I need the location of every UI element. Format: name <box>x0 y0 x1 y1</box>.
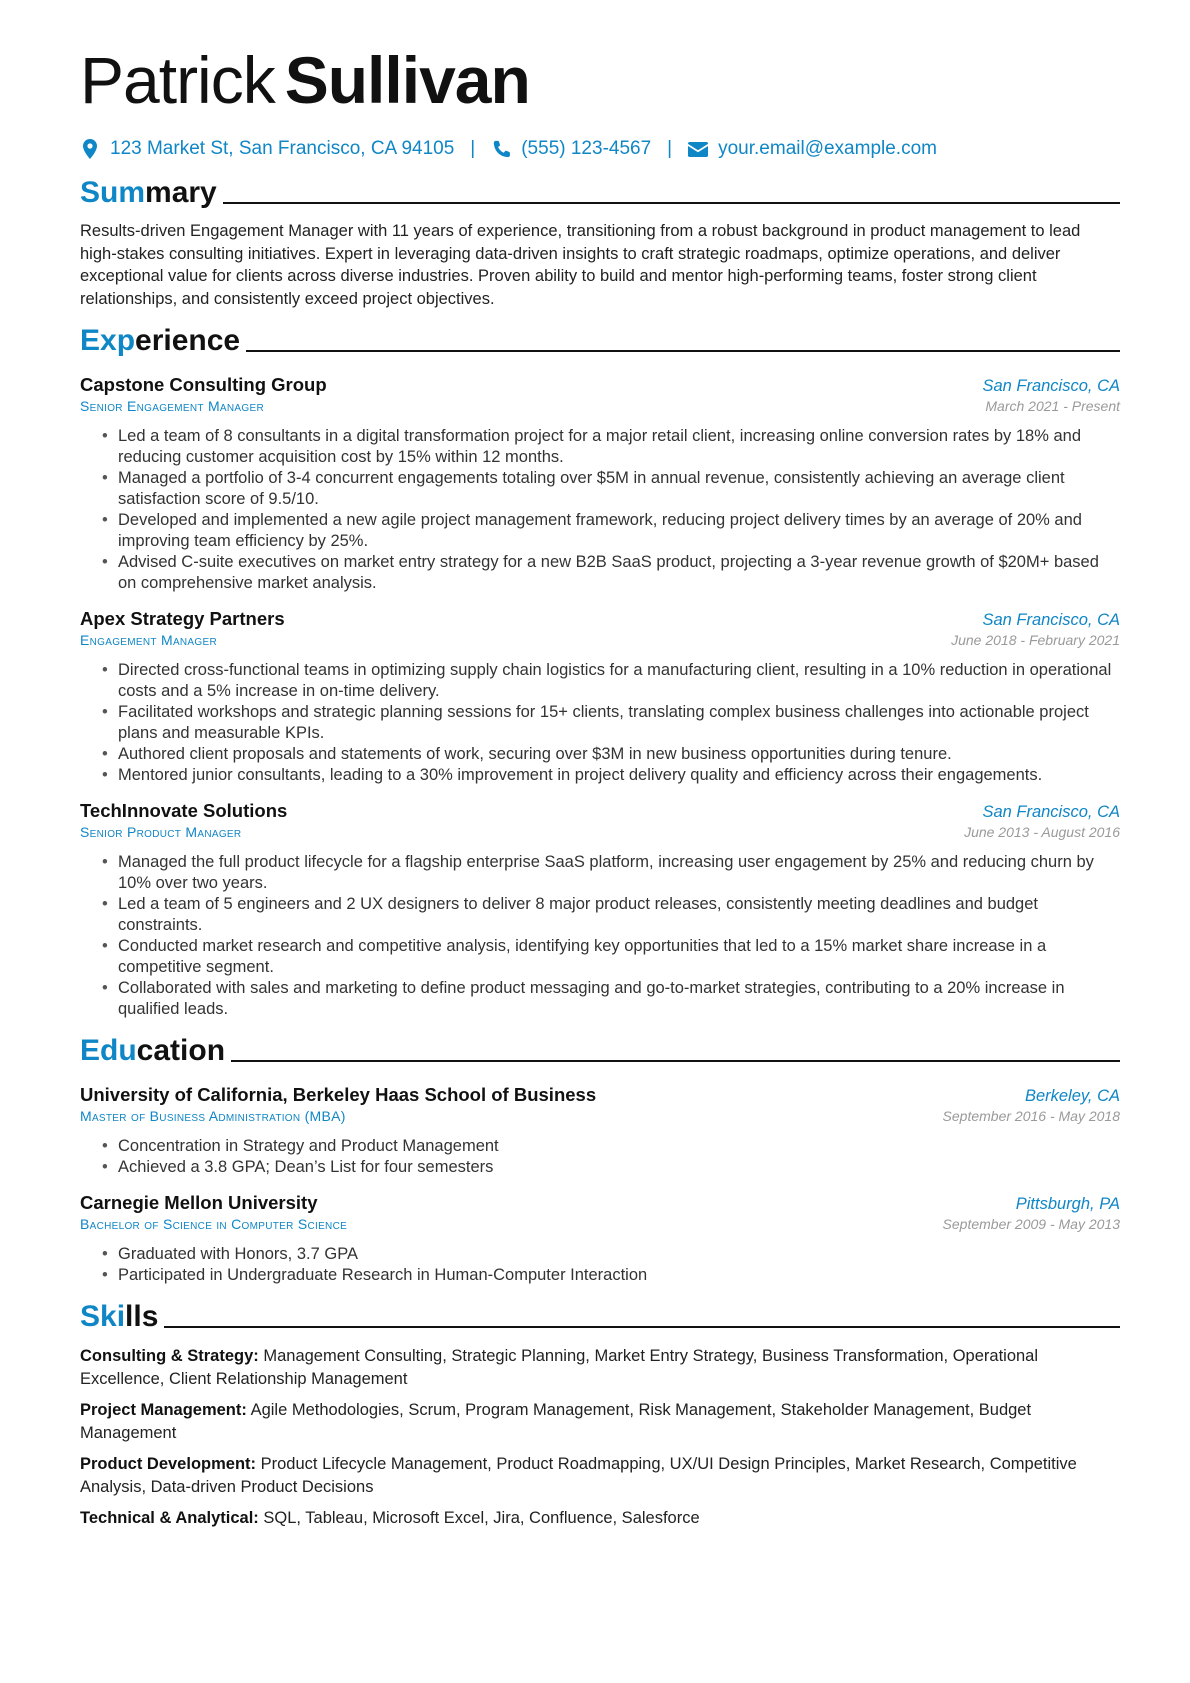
school-name: University of California, Berkeley Haas School of Business <box>80 1084 597 1105</box>
bullet-list <box>80 426 1120 594</box>
email-link[interactable]: your.email@example.com <box>718 138 937 159</box>
section-title-education <box>80 1032 1120 1070</box>
entry-location: San Francisco, CA <box>982 803 1120 821</box>
skill-label: Technical & Analytical: <box>80 1509 259 1527</box>
bullet-list <box>80 1136 1120 1178</box>
education-entry <box>80 1084 1120 1178</box>
list-item: • Collaborated with sales and marketing to define product messaging and go-to-market strategies, contributing to a 20% increase in qualified leads. <box>102 978 1120 1020</box>
company-name: TechInnovate Solutions <box>80 800 288 821</box>
company-name: Capstone Consulting Group <box>80 374 327 395</box>
skill-value: Product Lifecycle Management, Product Roadmapping, UX/UI Design Principles, Market Research, Competitive Analysis, Data-driven Product Decisions <box>80 1455 1077 1496</box>
list-item: • Mentored junior consultants, leading to a 30% improvement in project delivery quality and efficiency across their engagements. <box>102 765 1120 786</box>
entry-location: San Francisco, CA <box>982 611 1120 629</box>
degree-title: Master of Business Administration (MBA) <box>80 1108 346 1124</box>
list-item: • Graduated with Honors, 3.7 GPA <box>102 1244 1120 1265</box>
section-title-summary <box>80 174 1120 212</box>
summary-text: Results-driven Engagement Manager with 11 years of experience, transitioning from a robust background in product management to lead high-stakes consulting initiatives. Expert in leveraging data-driven insights to craft strategic roadmaps, optimize operations, and deliver exceptional value for clients across diverse industries. Proven ability to build and mentor high-performing teams, foster strong client relationships, and consistently exceed project objectives. <box>80 222 1081 308</box>
entry-dates: June 2018 - February 2021 <box>951 632 1120 648</box>
title-rest: lls <box>125 1300 159 1333</box>
list-item: • Advised C-suite executives on market entry strategy for a new B2B SaaS product, projecting a 3-year revenue growth of $20M+ based on comprehensive market analysis. <box>102 552 1120 594</box>
skill-row <box>80 1453 1120 1498</box>
contact-phone <box>491 138 651 160</box>
first-name: Patrick <box>80 43 275 117</box>
list-item: • Participated in Undergraduate Research in Human-Computer Interaction <box>102 1265 1120 1286</box>
list-item: • Achieved a 3.8 GPA; Dean’s List for four semesters <box>102 1157 1120 1178</box>
title-rest: erience <box>135 324 241 357</box>
degree-title: Bachelor of Science in Computer Science <box>80 1216 348 1232</box>
experience-entry <box>80 800 1120 1020</box>
skill-value: Agile Methodologies, Scrum, Program Management, Risk Management, Stakeholder Management, Budget Management <box>80 1401 1032 1442</box>
job-title: Senior Product Manager <box>80 824 242 840</box>
company-name: Apex Strategy Partners <box>80 608 285 629</box>
skill-row <box>80 1399 1120 1444</box>
contact-line <box>80 134 1120 164</box>
title-rest: mary <box>145 176 217 209</box>
last-name: Sullivan <box>284 43 530 117</box>
section-rule <box>164 1326 1120 1328</box>
list-item: • Led a team of 8 consultants in a digital transformation project for a major retail client, increasing online conversion rates by 18% and reducing customer acquisition cost by 15% within 12 months. <box>102 426 1120 468</box>
phone-text: (555) 123-4567 <box>521 138 652 159</box>
section-rule <box>223 202 1120 204</box>
skill-label: Project Management: <box>80 1401 247 1419</box>
address-text: 123 Market St, San Francisco, CA 94105 <box>110 138 455 159</box>
entry-dates: March 2021 - Present <box>985 398 1120 414</box>
education-entry <box>80 1192 1120 1286</box>
job-title: Engagement Manager <box>80 632 217 648</box>
section-title-experience <box>80 322 1120 360</box>
entry-dates: September 2016 - May 2018 <box>942 1108 1120 1124</box>
list-item: • Managed the full product lifecycle for a flagship enterprise SaaS platform, increasing user engagement by 25% and reducing churn by 10% over two years. <box>102 852 1120 894</box>
resume-page <box>80 40 1120 1530</box>
title-accent: Sum <box>80 176 146 209</box>
title-rest: cation <box>136 1034 226 1067</box>
contact-separator: | <box>667 138 673 159</box>
section-rule <box>246 350 1120 352</box>
bullet-list <box>80 852 1120 1020</box>
experience-entry <box>80 374 1120 594</box>
list-item: • Conducted market research and competitive analysis, identifying key opportunities that led to a 15% market share increase in a competitive segment. <box>102 936 1120 978</box>
skill-row <box>80 1507 1120 1530</box>
skill-label: Consulting & Strategy: <box>80 1347 259 1365</box>
section-title-skills <box>80 1298 1120 1336</box>
list-item: • Concentration in Strategy and Product Management <box>102 1136 1120 1157</box>
list-item: • Managed a portfolio of 3-4 concurrent engagements totaling over $5M in annual revenue, consistently achieving an average client satisfaction score of 9.5/10. <box>102 468 1120 510</box>
list-item: • Directed cross-functional teams in optimizing supply chain logistics for a manufacturing client, resulting in a 10% reduction in operational costs and a 5% increase in on-time delivery. <box>102 660 1120 702</box>
title-accent: Exp <box>80 324 136 357</box>
bullet-list <box>80 1244 1120 1286</box>
skill-label: Product Development: <box>80 1455 257 1473</box>
experience-entry <box>80 608 1120 786</box>
candidate-name <box>80 40 1120 120</box>
job-title: Senior Engagement Manager <box>80 398 264 414</box>
contact-email[interactable] <box>688 138 937 160</box>
title-accent: Edu <box>80 1034 137 1067</box>
bullet-list <box>80 660 1120 786</box>
phone-icon <box>491 139 511 159</box>
entry-dates: September 2009 - May 2013 <box>942 1216 1120 1232</box>
section-rule <box>231 1060 1120 1062</box>
list-item: • Developed and implemented a new agile project management framework, reducing project delivery times by an average of 20% and improving team efficiency by 25%. <box>102 510 1120 552</box>
entry-location: Berkeley, CA <box>1024 1087 1120 1105</box>
entry-location: Pittsburgh, PA <box>1015 1195 1120 1213</box>
title-accent: Ski <box>80 1300 126 1333</box>
map-pin-icon <box>80 139 100 159</box>
entry-location: San Francisco, CA <box>982 377 1120 395</box>
school-name: Carnegie Mellon University <box>80 1192 318 1213</box>
entry-dates: June 2013 - August 2016 <box>964 824 1120 840</box>
skill-row <box>80 1345 1120 1390</box>
list-item: • Authored client proposals and statements of work, securing over $3M in new business opportunities during tenure. <box>102 744 1120 765</box>
skill-value: Management Consulting, Strategic Planning, Market Entry Strategy, Business Transformation, Operational Excellence, Client Relationship Management <box>80 1347 1039 1388</box>
list-item: • Facilitated workshops and strategic planning sessions for 15+ clients, translating complex business challenges into actionable project plans and measurable KPIs. <box>102 702 1120 744</box>
contact-address <box>80 138 454 160</box>
contact-separator: | <box>470 138 476 159</box>
list-item: • Led a team of 5 engineers and 2 UX designers to deliver 8 major product releases, consistently meeting deadlines and budget constraints. <box>102 894 1120 936</box>
envelope-icon <box>688 139 708 159</box>
skill-value: SQL, Tableau, Microsoft Excel, Jira, Confluence, Salesforce <box>263 1509 700 1527</box>
